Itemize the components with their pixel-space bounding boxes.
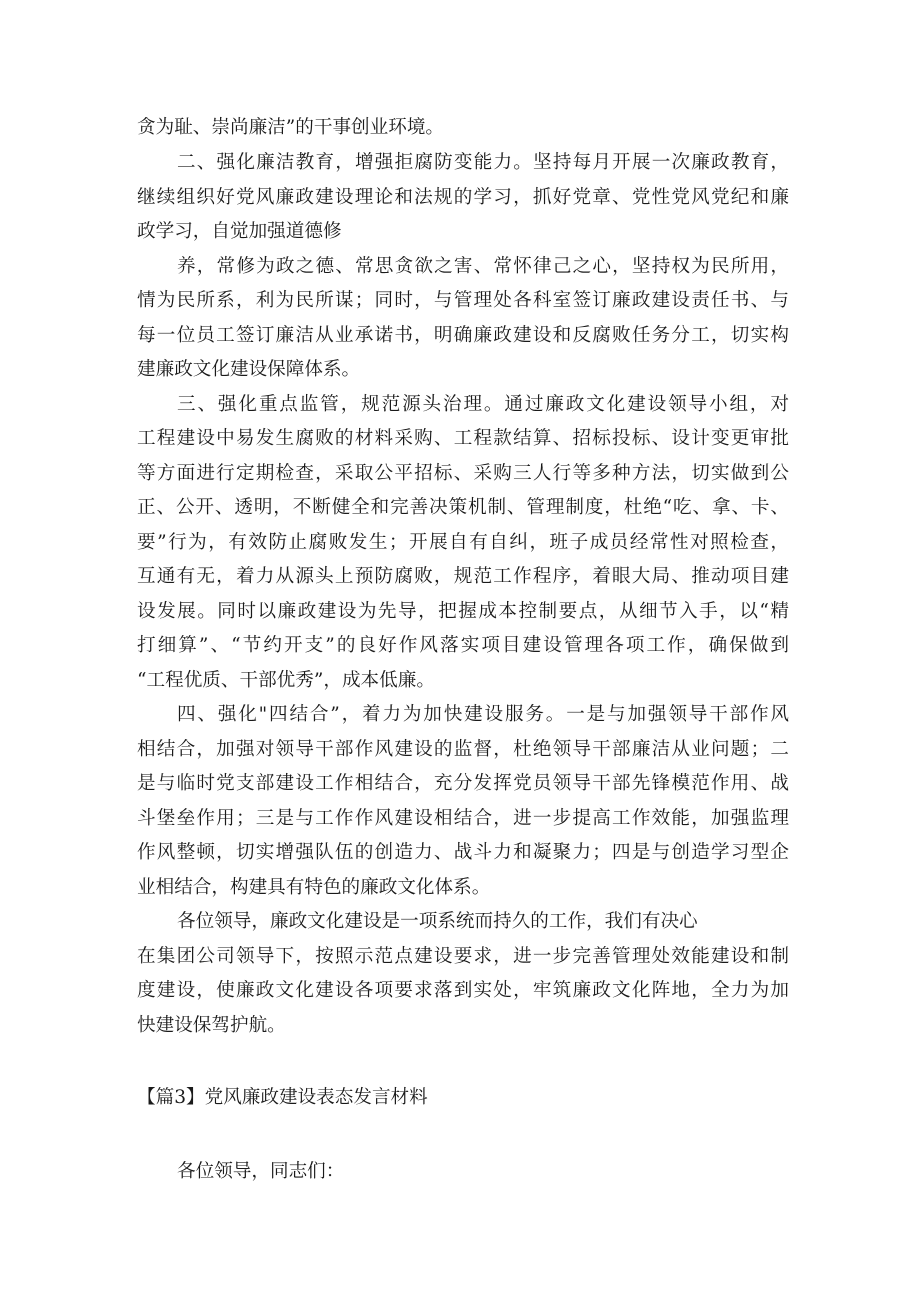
text-line: 斗堡垒作用；三是与工作作风建设相结合，进一步提高工作效能，加强监理 [137, 808, 789, 829]
text-line: 作风整顿，切实增强队伍的创造力、战斗力和凝聚力；四是与创造学习型企 [137, 842, 789, 863]
text-line: 度建设，使廉政文化建设各项要求落到实处，牢筑廉政文化阵地，全力为加 [137, 980, 789, 1001]
text-line: 正、公开、透明，不断健全和完善决策机制、管理制度，杜绝“吃、拿、卡、 [137, 497, 789, 518]
text-line: 三、强化重点监管，规范源头治理。通过廉政文化建设领导小组，对 [177, 394, 789, 415]
text-line: 业相结合，构建具有特色的廉政文化体系。 [137, 877, 491, 898]
text-line: 二、强化廉洁教育，增强拒腐防变能力。坚持每月开展一次廉政教育， [177, 152, 789, 173]
text-line: 等方面进行定期检查，采取公平招标、采购三人行等多种方法，切实做到公 [137, 463, 789, 484]
text-line: 打细算”、“节约开支”的良好作风落实项目建设管理各项工作，确保做到 [137, 635, 789, 656]
section-heading: 【篇3】党风廉政建设表态发言材料 [137, 1087, 428, 1108]
text-line: 建廉政文化建设保障体系。 [137, 359, 361, 380]
text-line: 每一位员工签订廉洁从业承诺书，明确廉政建设和反腐败任务分工，切实构 [137, 325, 789, 346]
text-line: 贪为耻、崇尚廉洁”的干事创业环境。 [137, 117, 445, 138]
text-line: 继续组织好党风廉政建设理论和法规的学习，抓好党章、党性党风党纪和廉 [137, 187, 789, 208]
text-line: “工程优质、干部优秀”，成本低廉。 [137, 670, 435, 691]
text-line: 政学习，自觉加强道德修 [137, 221, 342, 242]
text-line: 快建设保驾护航。 [137, 1015, 286, 1036]
text-line: 设发展。同时以廉政建设为先导，把握成本控制要点，从细节入手，以“精 [137, 601, 789, 622]
text-line: 要”行为，有效防止腐败发生；开展自有自纠，班子成员经常性对照检查， [137, 532, 789, 553]
text-line: 是与临时党支部建设工作相结合，充分发挥党员领导干部先锋模范作用、战 [137, 773, 789, 794]
salutation: 各位领导，同志们： [177, 1161, 345, 1182]
text-line: 相结合，加强对领导干部作风建设的监督，杜绝领导干部廉洁从业问题；二 [137, 739, 789, 760]
text-line: 互通有无，着力从源头上预防腐败，规范工作程序，着眼大局、推动项目建 [137, 566, 789, 587]
text-line: 情为民所系，利为民所谋；同时，与管理处各科室签订廉政建设责任书、与 [137, 290, 789, 311]
text-line: 各位领导，廉政文化建设是一项系统而持久的工作，我们有决心 [177, 911, 698, 932]
text-line: 工程建设中易发生腐败的材料采购、工程款结算、招标投标、设计变更审批 [137, 428, 789, 449]
text-line: 在集团公司领导下，按照示范点建设要求，进一步完善管理处效能建设和制 [137, 946, 789, 967]
text-line: 养，常修为政之德、常思贪欲之害、常怀律己之心，坚持权为民所用， [177, 256, 789, 277]
text-line: 四、强化"四结合”，着力为加快建设服务。一是与加强领导干部作风 [177, 704, 789, 725]
